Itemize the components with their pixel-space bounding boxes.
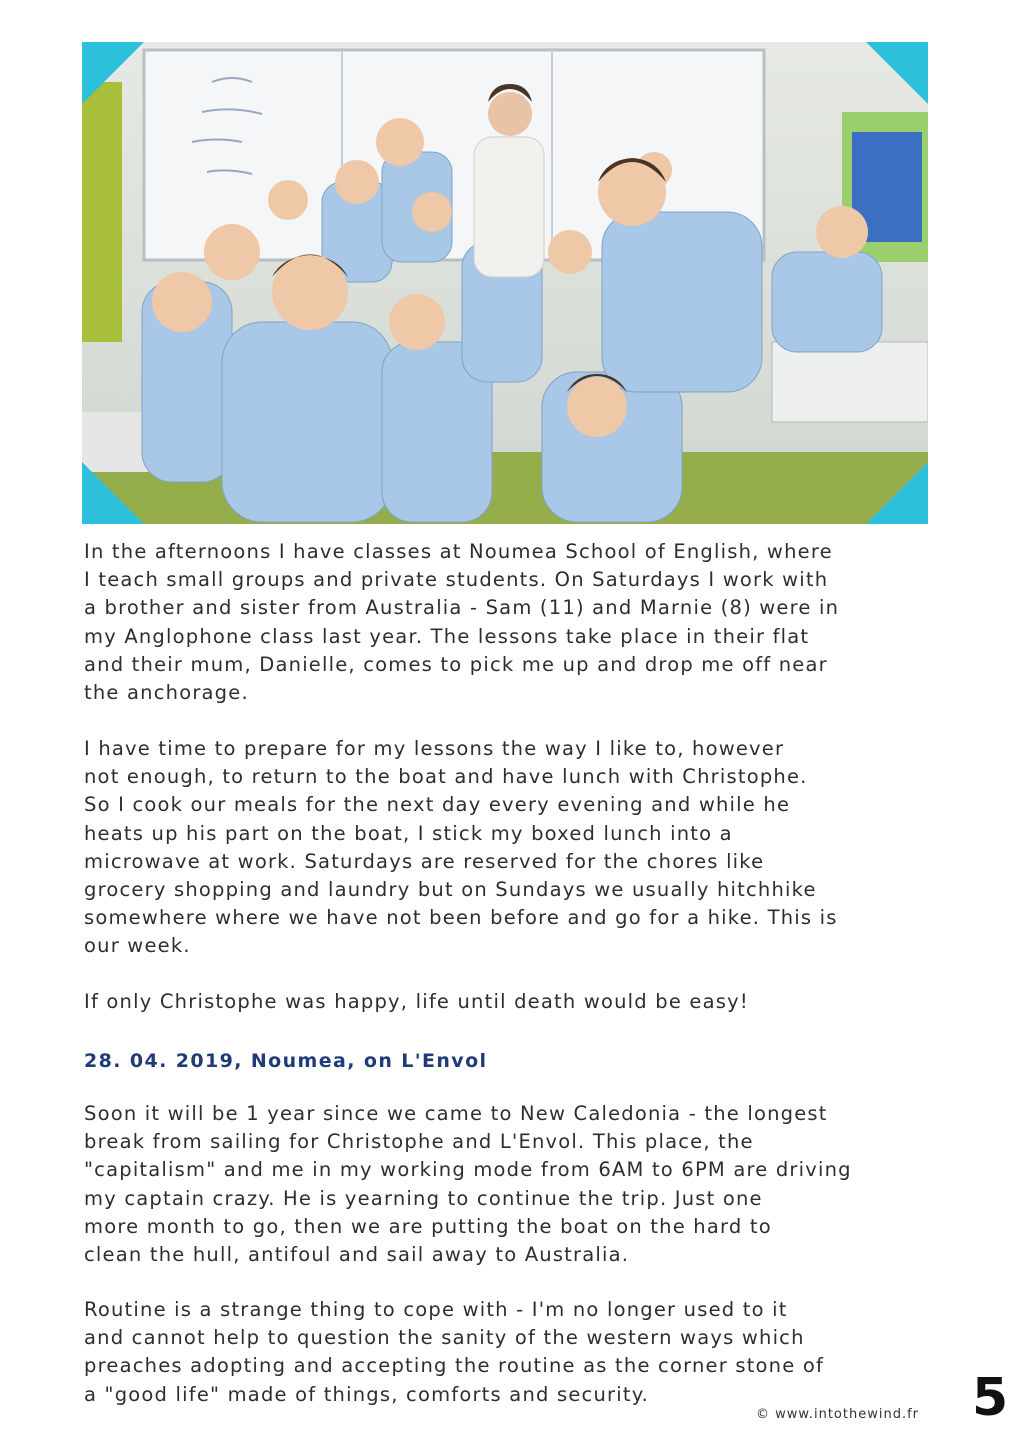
text-line: If only Christophe was happy, life until death would be easy!	[84, 990, 749, 1013]
photo-corner-bottom-left	[82, 462, 144, 524]
text-line: somewhere where we have not been before and go for a hike. This is	[84, 906, 838, 930]
text-line: heats up his part on the boat, I stick my boxed lunch into a	[84, 821, 733, 845]
text-line: Soon it will be 1 year since we came to New Caledonia - the longest	[84, 1102, 828, 1125]
text-line: not enough, to return to the boat and have lunch with Christophe.	[84, 765, 808, 789]
photo-corner-top-right	[866, 42, 928, 104]
entry-date-heading: 28. 04. 2019, Noumea, on L'Envol	[84, 1050, 488, 1072]
text-line: break from sailing for Christophe and L'Envol. This place, the	[84, 1130, 754, 1154]
paragraph-routine	[84, 1296, 954, 1409]
text-line: our week.	[84, 934, 191, 958]
text-line: more month to go, then we are putting the boat on the hard to	[84, 1214, 772, 1238]
text-line: In the afternoons I have classes at Noumea School of English, where	[84, 540, 833, 563]
text-line: microwave at work. Saturdays are reserved for the chores like	[84, 849, 765, 873]
text-line: Routine is a strange thing to cope with - I'm no longer used to it	[84, 1298, 788, 1321]
text-line: the anchorage.	[84, 681, 249, 705]
text-line: preaches adopting and accepting the routine as the corner stone of	[84, 1354, 825, 1378]
classroom-photo	[82, 42, 928, 524]
text-line: and cannot help to question the sanity of the western ways which	[84, 1326, 805, 1350]
text-line: I have time to prepare for my lessons the way I like to, however	[84, 737, 785, 760]
photo-corner-bottom-right	[866, 462, 928, 524]
text-line: I teach small groups and private students. On Saturdays I work with	[84, 568, 829, 592]
text-line: and their mum, Danielle, comes to pick me up and drop me off near	[84, 652, 828, 676]
text-line: grocery shopping and laundry but on Sundays we usually hitchhike	[84, 878, 817, 902]
page-number: 5	[972, 1368, 1009, 1428]
text-line: clean the hull, antifoul and sail away to Australia.	[84, 1243, 630, 1267]
text-line: a brother and sister from Australia - Sam (11) and Marnie (8) were in	[84, 596, 840, 620]
text-line: my Anglophone class last year. The lessons take place in their flat	[84, 624, 810, 648]
copyright-notice: © www.intothewind.fr	[756, 1407, 919, 1422]
text-line: a "good life" made of things, comforts and security.	[84, 1382, 650, 1406]
text-line: So I cook our meals for the next day every evening and while he	[84, 793, 791, 817]
text-line: my captain crazy. He is yearning to continue the trip. Just one	[84, 1186, 763, 1210]
classroom-photo-illustration	[82, 42, 928, 524]
paragraph-new-caledonia	[84, 1100, 954, 1269]
paragraph-afternoons	[84, 538, 954, 707]
text-line: "capitalism" and me in my working mode from 6AM to 6PM are driving	[84, 1158, 852, 1182]
paragraph-if-only	[84, 988, 954, 1016]
paragraph-preparation	[84, 735, 954, 961]
photo-corner-top-left	[82, 42, 144, 104]
